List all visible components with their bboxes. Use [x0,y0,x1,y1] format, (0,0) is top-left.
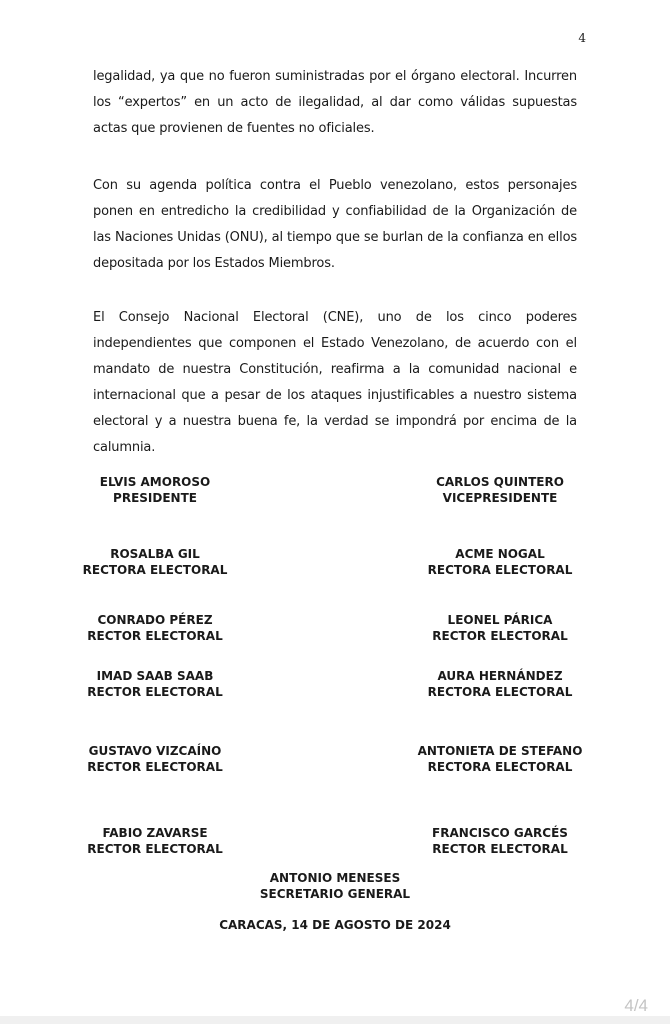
signatory-block [60,546,250,578]
signatory-block [60,825,250,857]
signatory-name: LEONEL PÁRICA [447,613,553,627]
signatory-title: RECTORA ELECTORAL [82,563,228,577]
signatory-name: AURA HERNÁNDEZ [437,669,563,683]
signatory-title: RECTORA ELECTORAL [427,760,573,774]
signatory-title: RECTOR ELECTORAL [432,629,568,643]
signatory-name: ACME NOGAL [455,547,545,561]
place-date: CARACAS, 14 DE AGOSTO DE 2024 [219,918,451,932]
signatory-name: FABIO ZAVARSE [102,826,208,840]
paragraph-3: El Consejo Nacional Electoral (CNE), uno de los cinco poderes independientes que componen el Estado Venezolano, de acuerdo con el mandato de nuestra Constitución, reafirma a la comunidad nacional e internacional que a pesar de los ataques injustificables a nuestro sistema electoral y a nuestra buena fe, la verdad se impondrá por encima de la calumnia. [93,310,577,455]
signatory-title: RECTOR ELECTORAL [432,842,568,856]
signatory-name: IMAD SAAB SAAB [96,669,214,683]
signatory-title: RECTORA ELECTORAL [427,685,573,699]
signatory-title: RECTOR ELECTORAL [87,760,223,774]
signatory-block [405,743,595,775]
signatory-block [60,612,250,644]
signatory-title: RECTORA ELECTORAL [427,563,573,577]
paragraph-1: legalidad, ya que no fueron suministradas por el órgano electoral. Incurren los “expertos” en un acto de ilegalidad, al dar como válidas supuestas actas que provienen de fuentes no oficiales. [93,69,577,136]
signatory-name: ROSALBA GIL [110,547,200,561]
signatory-block [60,668,250,700]
signatory-name: FRANCISCO GARCÉS [432,826,568,840]
signatory-block [60,743,250,775]
signatory-block [405,668,595,700]
signatory-title: SECRETARIO GENERAL [259,887,411,901]
paragraph-2: Con su agenda política contra el Pueblo venezolano, estos personajes ponen en entredicho la credibilidad y confiabilidad de la Organización de las Naciones Unidas (ONU), al tiempo que se burlan de la confianza en ellos depositada por los Estados Miembros. [93,178,577,271]
viewer-page-counter: 4/4 [624,996,648,1015]
signatory-title: VICEPRESIDENTE [442,491,558,505]
signatory-block [405,474,595,506]
viewer-bottom-bar [0,1016,670,1024]
signatory-name: ANTONIO MENESES [269,871,401,885]
signatory-title: RECTOR ELECTORAL [87,842,223,856]
signatory-name: GUSTAVO VIZCAÍNO [88,744,222,758]
signatory-name: ELVIS AMOROSO [99,475,211,489]
signatory-block [405,546,595,578]
signatory-name: CARLOS QUINTERO [436,475,564,489]
signatory-title: RECTOR ELECTORAL [87,685,223,699]
signatory-block-secretary [240,870,430,902]
signatory-block [405,825,595,857]
signatory-name: ANTONIETA DE STEFANO [417,744,583,758]
signatory-block [405,612,595,644]
page-number: 4 [578,31,586,45]
signatory-name: CONRADO PÉREZ [97,613,213,627]
signatory-block [60,474,250,506]
signatory-title: PRESIDENTE [113,491,197,505]
signatory-title: RECTOR ELECTORAL [87,629,223,643]
